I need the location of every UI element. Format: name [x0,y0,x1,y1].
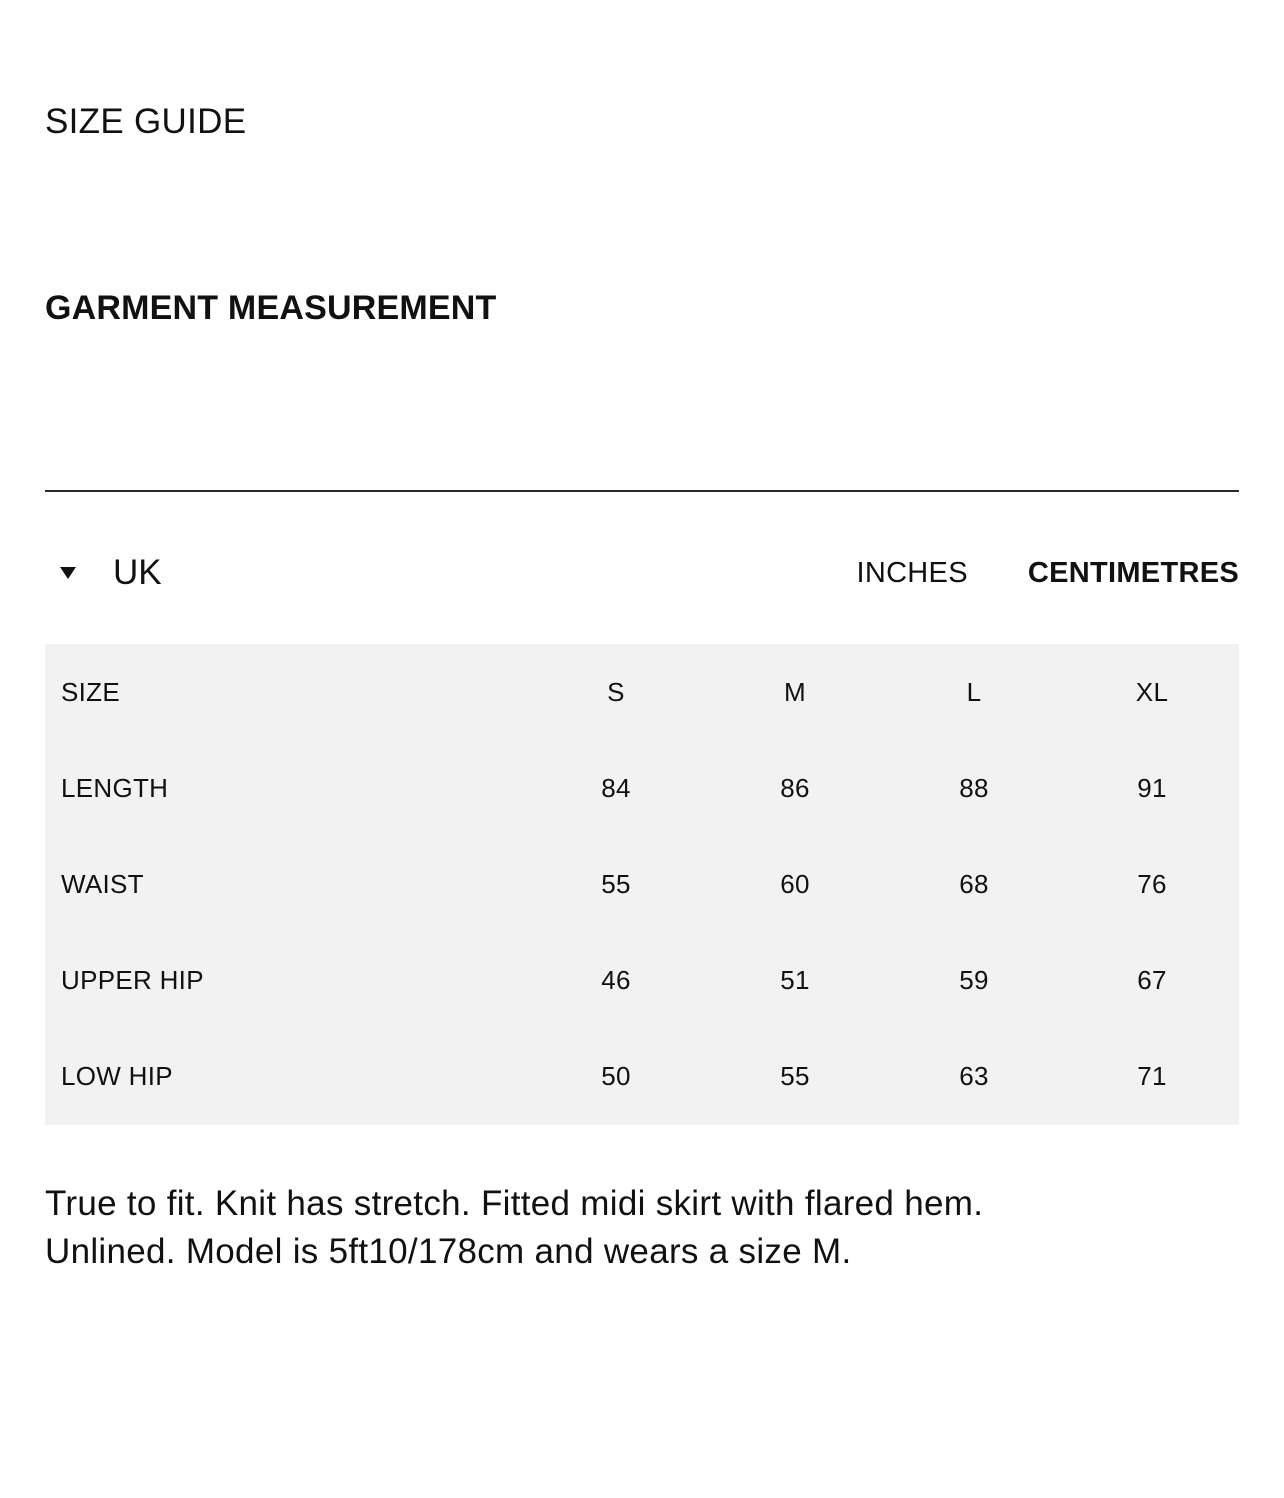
table-row [45,1028,1239,1124]
size-header-m: M [784,676,806,707]
page-title: SIZE GUIDE [45,102,247,141]
table-cell: 55 [601,868,631,899]
table-header-row [45,644,1239,740]
table-cell: 51 [780,964,810,995]
region-selector[interactable] [45,550,162,596]
size-header-l: L [966,676,982,707]
table-cell: 67 [1137,964,1167,995]
fit-notes [45,1180,1239,1276]
table-cell: 76 [1137,868,1167,899]
table-cell: 68 [959,868,989,899]
table-row [45,836,1239,932]
table-row [45,740,1239,836]
fit-notes-line-2: Unlined. Model is 5ft10/178cm and wears a size M. [45,1232,852,1271]
unit-toggle [856,552,1239,594]
region-label[interactable]: UK [113,553,162,592]
table-cell: 59 [959,964,989,995]
size-table-container [45,644,1239,1125]
row-label-length: LENGTH [61,772,169,803]
table-cell: 60 [780,868,810,899]
row-label-low-hip: LOW HIP [61,1060,173,1091]
fit-notes-line-1: True to fit. Knit has stretch. Fitted midi skirt with flared hem. [45,1184,984,1223]
table-cell: 55 [780,1060,810,1091]
table-cell: 88 [959,772,989,803]
centimetres-button[interactable]: CENTIMETRES [1028,552,1239,594]
row-label-upper-hip: UPPER HIP [61,964,204,995]
table-cell: 71 [1137,1060,1167,1091]
row-label-waist: WAIST [61,868,144,899]
table-cell: 91 [1137,772,1167,803]
size-header-s: S [607,676,625,707]
table-cell: 63 [959,1060,989,1091]
divider [45,490,1239,492]
caret-down-icon[interactable] [45,550,91,596]
table-cell: 50 [601,1060,631,1091]
table-cell: 84 [601,772,631,803]
inches-button[interactable]: INCHES [856,552,967,594]
size-table [45,644,1239,1124]
size-header-xl: XL [1135,676,1169,707]
header-label: SIZE [61,676,120,707]
table-row [45,932,1239,1028]
table-cell: 46 [601,964,631,995]
table-cell: 86 [780,772,810,803]
section-title: GARMENT MEASUREMENT [45,289,497,327]
